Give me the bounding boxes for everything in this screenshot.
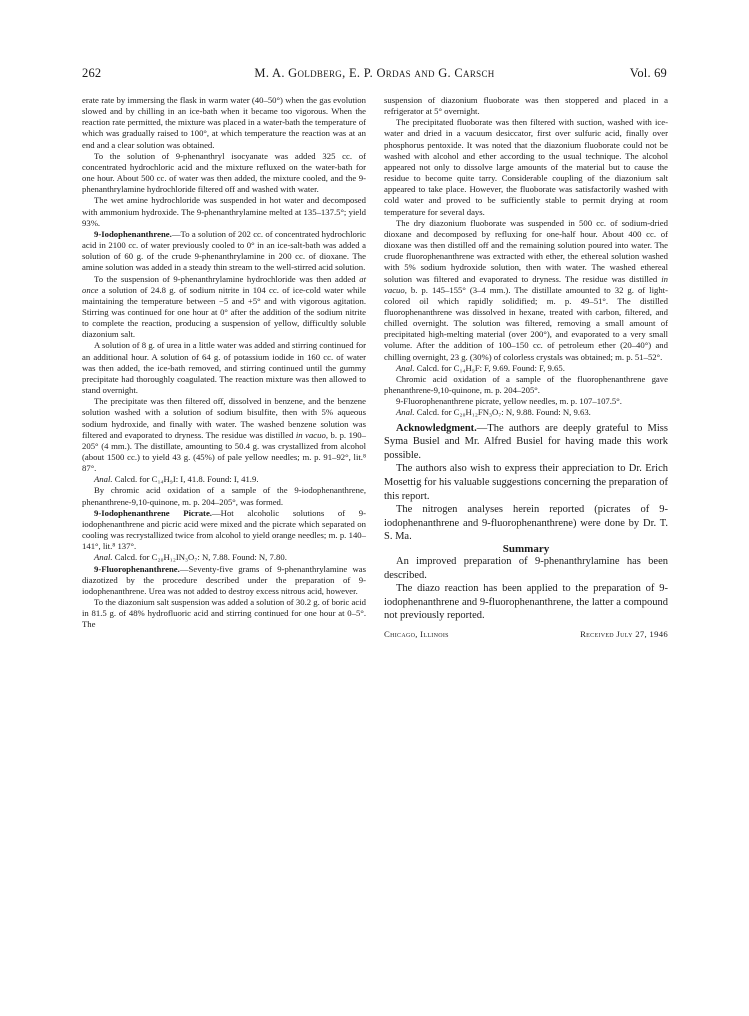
- paragraph-text: The precipitate was then filtered off, dissolved in benzene, and the benzene solution washed with a solution of sodium bisulfite, then with 5% aqueous sodium hydroxide, and finally with water. The washed benzene solution was filtered and evaporated to dryness. The residue was distilled: [82, 396, 366, 440]
- emphasis: in vacuo: [295, 429, 326, 440]
- right-column: [384, 95, 668, 640]
- analysis-label: Anal.: [396, 407, 415, 418]
- paragraph: The authors also wish to express their appreciation to Dr. Erich Mosettig for his valuable suggestions concerning the preparation of this report.: [384, 463, 668, 502]
- paragraph: To the diazonium salt suspension was added a solution of 30.2 g. of boric acid in 81.5 g. of 48% hydrofluoric acid and stirring continued for one hour at 0–5°. The: [82, 597, 366, 630]
- paragraph: erate rate by immersing the flask in warm water (40–50°) when the gas evolution slowed and by chilling in an ice-bath when it became too vigorous. When the reaction rate permitted, the mixture was placed in a water-bath the temperature of which was gradually raised to 100°, at which temperature the reaction was at an end and a clear solution was obtained.: [82, 95, 366, 150]
- paragraph: suspension of diazonium fluoborate was then stoppered and placed in a refrigerator at 5° overnight.: [384, 95, 668, 117]
- paragraph-text: , b. p. 190–205° (4 mm.). The distillate, amounting to 50.4 g. was crystallized from alcohol (about 1500 cc.) to yield 43 g. (45%) of pale yellow needles; m. p. 91–92°, lit.⁸ 87°.: [82, 429, 366, 474]
- analysis-text: Calcd. for C₁₄H₉I: I, 41.8. Found: I, 41.9.: [112, 474, 259, 485]
- section-heading: 9-Iodophenanthrene.: [94, 228, 172, 239]
- paragraph-text: a solution of 24.8 g. of sodium nitrite in 104 cc. of ice-cold water while maintaining the temperature between −5 and +5° and with vigorous agitation. Stirring was continued for one hour at 0° after the addition of the sodium nitrite to complete the reaction, producing a suspension of yellow, difficultly soluble diazonium salt.: [82, 284, 366, 340]
- paragraph: Chromic acid oxidation of a sample of the fluorophenanthrene gave phenanthrene-9,10-quinone, m. p. 204–205°.: [384, 373, 668, 396]
- received-date: Received July 27, 1946: [580, 629, 668, 639]
- location: Chicago, Illinois: [384, 629, 449, 639]
- analysis-label: Anal.: [396, 362, 415, 373]
- section-paragraph: [82, 274, 366, 341]
- analysis-text: Calcd. for C₂₀H₁₂FN₃O₇: N, 9.88. Found: N, 9.63.: [414, 407, 591, 418]
- analysis-text: Calcd. for C₁₄H₉F: F, 9.69. Found: F, 9.65.: [414, 362, 565, 373]
- analysis-text: Calcd. for C₂₀H₁₂IN₃O₇: N, 7.88. Found: N, 7.80.: [112, 552, 287, 563]
- section-heading: 9-Iodophenanthrene Picrate.: [94, 507, 212, 518]
- paragraph-text: —The authors are deeply grateful to Miss Syma Busiel and Mr. Alfred Busiel for having made this work possible.: [384, 422, 668, 461]
- paragraph-text: —Hot alcoholic solutions of 9-iodophenanthrene and picric acid were mixed and the picrate which separated on cooling was recrystallized twice from alcohol to yield orange needles; m. p. 140–141°, lit.⁸ 137°.: [82, 507, 366, 552]
- section-paragraph: [384, 218, 668, 363]
- analysis-label: Anal.: [94, 552, 113, 563]
- section-paragraph: [82, 396, 366, 474]
- paragraph-text: —Seventy-five grams of 9-phenanthrylamine was diazotized by the procedure described under the preparation of 9-iodophenanthrene. Urea was not added to destroy excess nitrous acid, however.: [82, 563, 366, 596]
- paragraph: 9-Fluorophenanthrene picrate, yellow needles, m. p. 107–107.5°.: [396, 396, 622, 407]
- analysis-line: [384, 407, 668, 418]
- paragraph: The precipitated fluoborate was then filtered with suction, washed with ice-water and dried in a vacuum desiccator, first over sulfuric acid, finally over phosphorus pentoxide. It was noted that the diazonium fluoborate could not be washed with alcohol and ether according to the usual technique. The alcohol appeared not only to dissolve large amounts of the material but to cause the residue to become quite tarry. Considerable coupling of the diazonium salt appeared to take place. However, the fluoborate was satisfactorily washed with cold water and proved to be sufficiently stable to permit drying at room temperature for several days.: [384, 117, 668, 217]
- summary-item: The diazo reaction has been applied to the preparation of 9-iodophenanthrene and 9-fluorophenanthrene, the latter a compound not previously reported.: [384, 583, 668, 622]
- paragraph: By chromic acid oxidation of a sample of the 9-iodophenanthrene, phenanthrene-9,10-quinone, m. p. 204–205°, was formed.: [82, 485, 366, 507]
- section-paragraph: [82, 508, 366, 553]
- paragraph-text: , b. p. 145–155° (3–4 mm.). The distillate amounted to 32 g. of light-colored oil which rapidly solidified; m. p. 49–51°. The distilled fluorophenanthrene was dissolved in hexane, treated with carbon, filtered, and chilled overnight. The solution was filtered, removing a small amount of precipitated high-melting material (over 200°), and evaporated to a very small volume. After the addition of 100–150 cc. of petroleum ether (20–40°) and chilling overnight, 23 g. (30%) of colorless crystals was obtained; m. p. 51–52°.: [384, 284, 668, 362]
- paragraph: The nitrogen analyses herein reported (picrates of 9-iodophenanthrene and 9-fluorophenanthrene) were done by Dr. T. S. Ma.: [384, 504, 668, 543]
- page-number: 262: [82, 66, 102, 80]
- acknowledgment-heading: Acknowledgment.: [396, 422, 477, 434]
- analysis-line: [82, 552, 366, 563]
- emphasis: at once: [82, 273, 366, 295]
- volume-label: Vol. 69: [629, 66, 667, 80]
- article-footer: [384, 629, 668, 640]
- paragraph-text: The dry diazonium fluoborate was suspended in 500 cc. of sodium-dried dioxane and decomposed by refluxing for one-half hour. About 400 cc. of dioxane was then distilled off and the remaining solution poured into water. The crude fluorophenanthrene was extracted with ether, the ethereal solution washed with 5% sodium hydroxide solution, then with water. The washed ethereal solution was filtered and evaporated to dryness. The residue was distilled: [384, 217, 668, 284]
- summary-item: An improved preparation of 9-phenanthrylamine has been described.: [384, 556, 668, 581]
- section-paragraph: [82, 564, 366, 597]
- running-head-authors: M. A. Goldberg, E. P. Ordas and G. Carsch: [254, 66, 495, 80]
- summary-heading: Summary: [502, 542, 550, 555]
- analysis-line: [384, 363, 668, 374]
- section-paragraph: [82, 229, 366, 274]
- paragraph: To the solution of 9-phenanthryl isocyanate was added 325 cc. of concentrated hydrochloric acid and the mixture refluxed on the water-bath for one hour. About 500 cc. of water was then added, the mixture cooled, and the 9-phenanthrylamine hydrochloride filtered off and washed with water.: [82, 150, 366, 195]
- paragraph-text: —To a solution of 202 cc. of concentrated hydrochloric acid in 2100 cc. of water previously cooled to 0° in an ice-salt-bath was added a solution of 60 g. of the crude 9-phenanthrylamine in 200 cc. of dioxane. The amine solution was added in a steady thin stream to the well-stirred acid solution.: [82, 228, 366, 273]
- section-heading: 9-Fluorophenanthrene.: [94, 563, 180, 574]
- paragraph: The wet amine hydrochloride was suspended in hot water and decomposed with ammonium hydroxide. The 9-phenanthrylamine melted at 135–137.5°; yield 93%.: [82, 195, 366, 228]
- emphasis: in vacuo: [384, 273, 668, 295]
- paragraph-text: To the suspension of 9-phenanthrylamine hydrochloride was then added: [94, 273, 360, 284]
- analysis-label: Anal.: [94, 474, 113, 485]
- left-column: [82, 95, 366, 631]
- paragraph: A solution of 8 g. of urea in a little water was added and stirring continued for an additional hour. A solution of 64 g. of potassium iodide in 160 cc. of water was then added, the ice-bath removed, and stirring continued until the gummy precipitate had thoroughly coagulated. The reaction mixture was then allowed to stand overnight.: [82, 340, 366, 396]
- analysis-line: [82, 474, 366, 485]
- acknowledgment-paragraph: [384, 422, 668, 463]
